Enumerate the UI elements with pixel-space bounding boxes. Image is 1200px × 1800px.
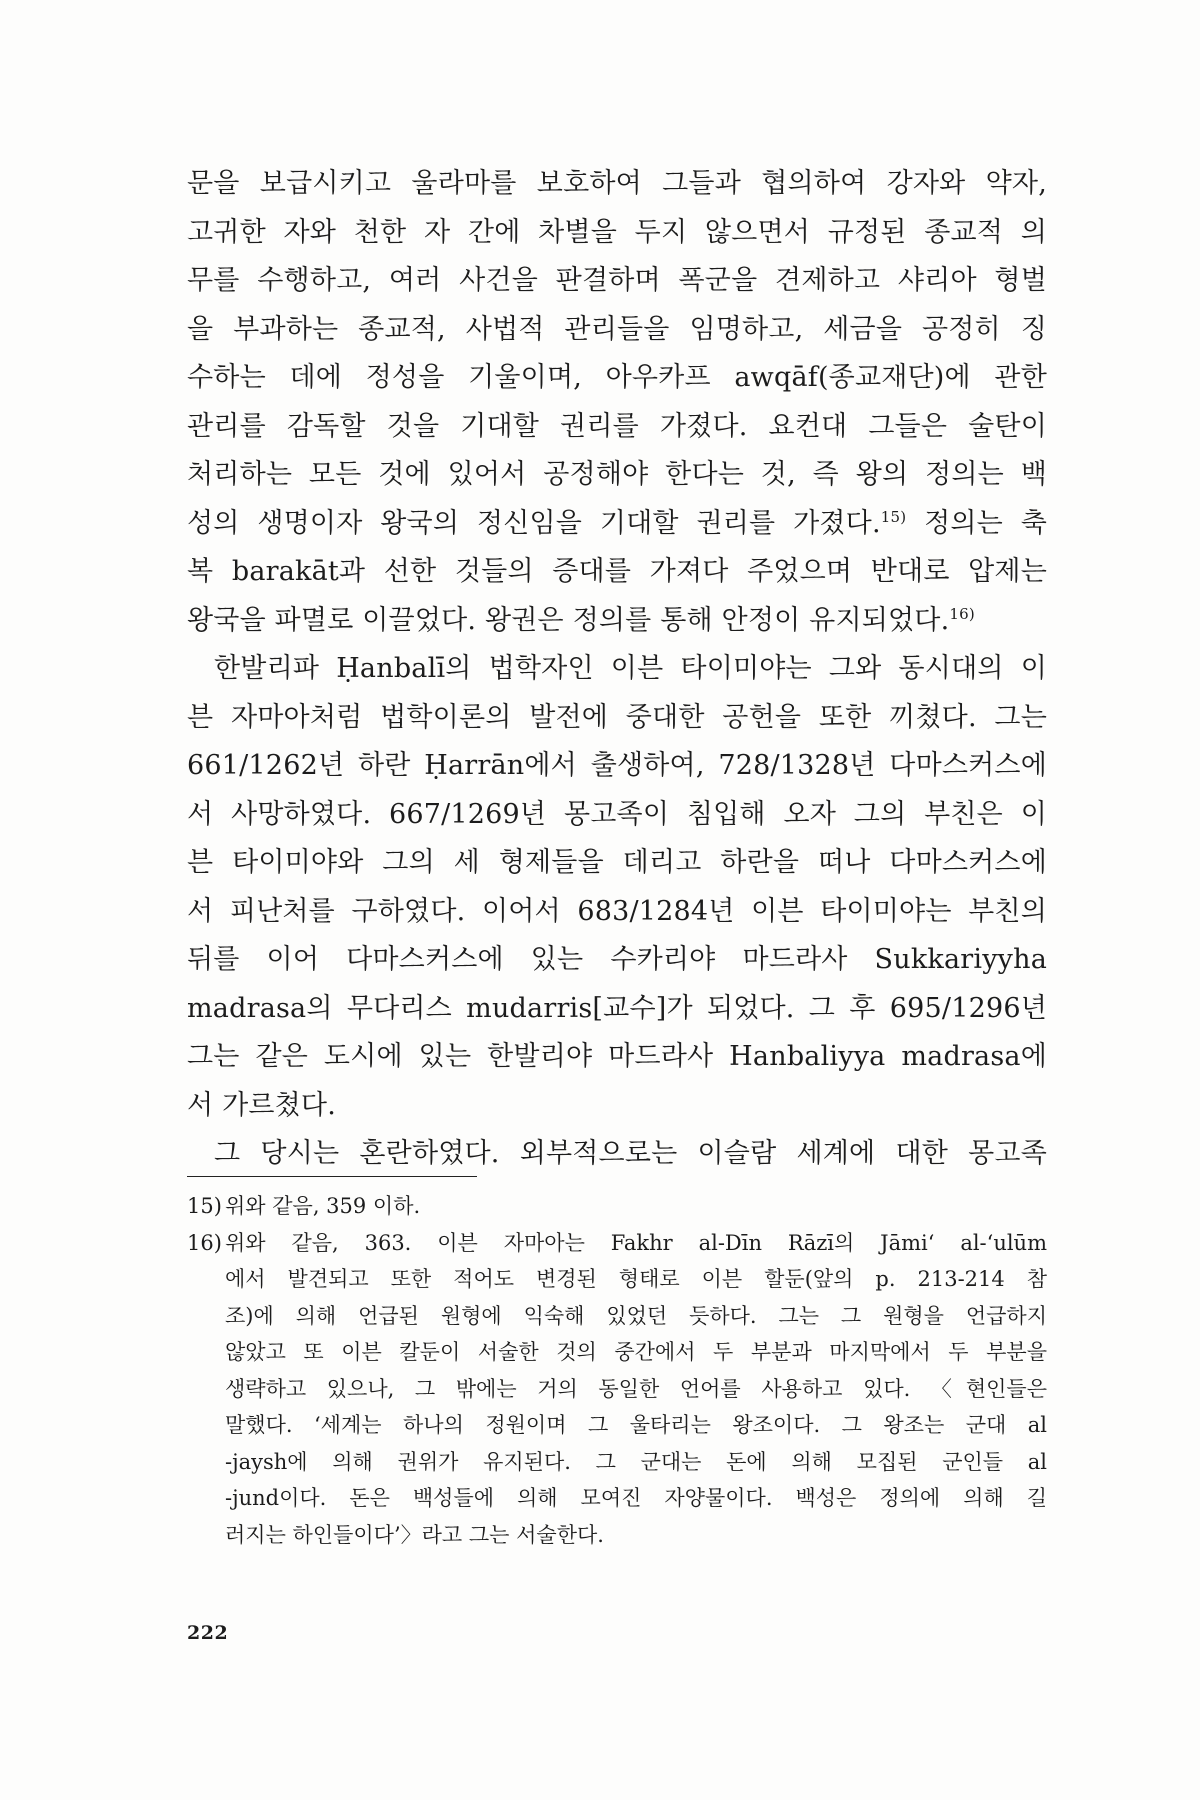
footnote-number: 16)	[187, 1230, 222, 1255]
text-line: 수하는 데에 정성을 기울이며, 아우카프 awqāf(종교재단)에 관한	[187, 362, 1047, 393]
text-line: 관리를 감독할 것을 기대할 권리를 가졌다. 요컨대 그들은 술탄이	[187, 410, 1047, 442]
text-line: 문을 보급시키고 울라마를 보호하여 그들과 협의하여 강자와 약자,	[187, 168, 1047, 199]
footnote-number: 15)	[187, 1194, 222, 1218]
footnote-text-line: 조)에 의해 언급된 원형에 익숙해 있었던 듯하다. 그는 그 원형을 언급하지	[225, 1303, 1047, 1328]
footnote-text-line: -jaysh에 의해 권위가 유지된다. 그 군대는 돈에 의해 모집된 군인들 al	[225, 1449, 1047, 1474]
text-line: 한발리파 Ḥanbalī의 법학자인 이븐 타이미야는 그와 동시대의 이	[214, 653, 1047, 684]
text-line: 무를 수행하고, 여러 사건을 판결하며 폭군을 견제하고 샤리아 형벌	[187, 265, 1047, 296]
footnote-text-line: -jund이다. 돈은 백성들에 의해 모여진 자양물이다. 백성은 정의에 의해 길	[225, 1486, 1047, 1510]
footnote-text-line: 러지는 하인들이다’〉라고 그는 서술한다.	[225, 1522, 604, 1547]
footnote-ref-15[interactable]: 15)	[880, 507, 907, 526]
text-line-with-note	[187, 597, 1047, 646]
footnote-text-line: 않았고 또 이븐 칼둔이 서술한 것의 중간에서 두 부분과 마지막에서 두 부분을	[225, 1340, 1047, 1364]
text-line: 661/1262년 하란 Ḥarrān에서 출생하여, 728/1328년 다마스커스에	[187, 750, 1047, 781]
text-line: 서 피난처를 구하였다. 이어서 683/1284년 이븐 타이미야는 부친의	[187, 895, 1047, 927]
text-line: 븐 타이미야와 그의 세 형제들을 데리고 하란을 떠나 다마스커스에	[187, 847, 1047, 878]
text-line: 서 사망하였다. 667/1269년 몽고족이 침입해 오자 그의 부친은 이	[187, 798, 1047, 830]
text-line: 그 당시는 혼란하였다. 외부적으로는 이슬람 세계에 대한 몽고족	[214, 1138, 1047, 1169]
footnote-text: 위와 같음, 359 이하.	[225, 1194, 421, 1218]
page-number: 222	[187, 1622, 229, 1644]
text-line: 븐 자마아처럼 법학이론의 발전에 중대한 공헌을 또한 끼쳤다. 그는	[187, 701, 1047, 733]
text-line: 서 가르쳤다.	[187, 1089, 336, 1121]
text-line: madrasa의 무다리스 mudarris[교수]가 되었다. 그 후 695/1296년	[187, 992, 1047, 1024]
text-line: 뒤를 이어 다마스커스에 있는 수카리야 마드라사 Sukkariyyha	[187, 944, 1047, 975]
text-segment: 정의는 축	[906, 507, 1047, 539]
footnote-text-line: 생략하고 있으나, 그 밖에는 거의 동일한 언어를 사용하고 있다. 〈현인들은	[225, 1376, 1047, 1401]
paragraph-3	[187, 1130, 1047, 1179]
text-segment: 왕국을 파멸로 이끌었다. 왕권은 정의를 통해 안정이 유지되었다.	[187, 604, 950, 636]
footnote-ref-16[interactable]: 16)	[949, 604, 975, 623]
footnote-15	[187, 1188, 1047, 1225]
text-line: 을 부과하는 종교적, 사법적 관리들을 임명하고, 세금을 공정히 징	[187, 313, 1047, 345]
footnote-text-line: 말했다. ‘세계는 하나의 정원이며 그 울타리는 왕조이다. 그 왕조는 군대 al	[225, 1413, 1047, 1437]
text-line: 그는 같은 도시에 있는 한발리야 마드라사 Hanbaliyya madrasa에	[187, 1041, 1047, 1072]
text-line-with-note	[187, 500, 1047, 549]
paragraph-1	[187, 160, 1047, 645]
paragraph-2	[187, 645, 1047, 1130]
main-text-block	[187, 160, 1047, 1179]
text-line: 고귀한 자와 천한 자 간에 차별을 두지 않으면서 규정된 종교적 의	[187, 216, 1047, 248]
text-line: 복 barakāt과 선한 것들의 증대를 가져다 주었으며 반대로 압제는	[187, 556, 1047, 587]
text-line: 처리하는 모든 것에 있어서 공정해야 한다는 것, 즉 왕의 정의는 백	[187, 459, 1047, 490]
footnotes-block	[187, 1188, 1047, 1553]
footnote-text-line: 에서 발견되고 또한 적어도 변경된 형태로 이븐 할둔(앞의 p. 213-214 참	[225, 1267, 1047, 1291]
text-segment: 성의 생명이자 왕국의 정신임을 기대할 권리를 가졌다.	[187, 507, 881, 539]
footnote-text: 위와 같음, 363. 이븐 자마아는 Fakhr al-Dīn Rāzī의 Jāmi‘ al-‘ulūm	[225, 1230, 1047, 1255]
footnote-divider	[187, 1176, 477, 1177]
footnote-16	[187, 1225, 1047, 1262]
